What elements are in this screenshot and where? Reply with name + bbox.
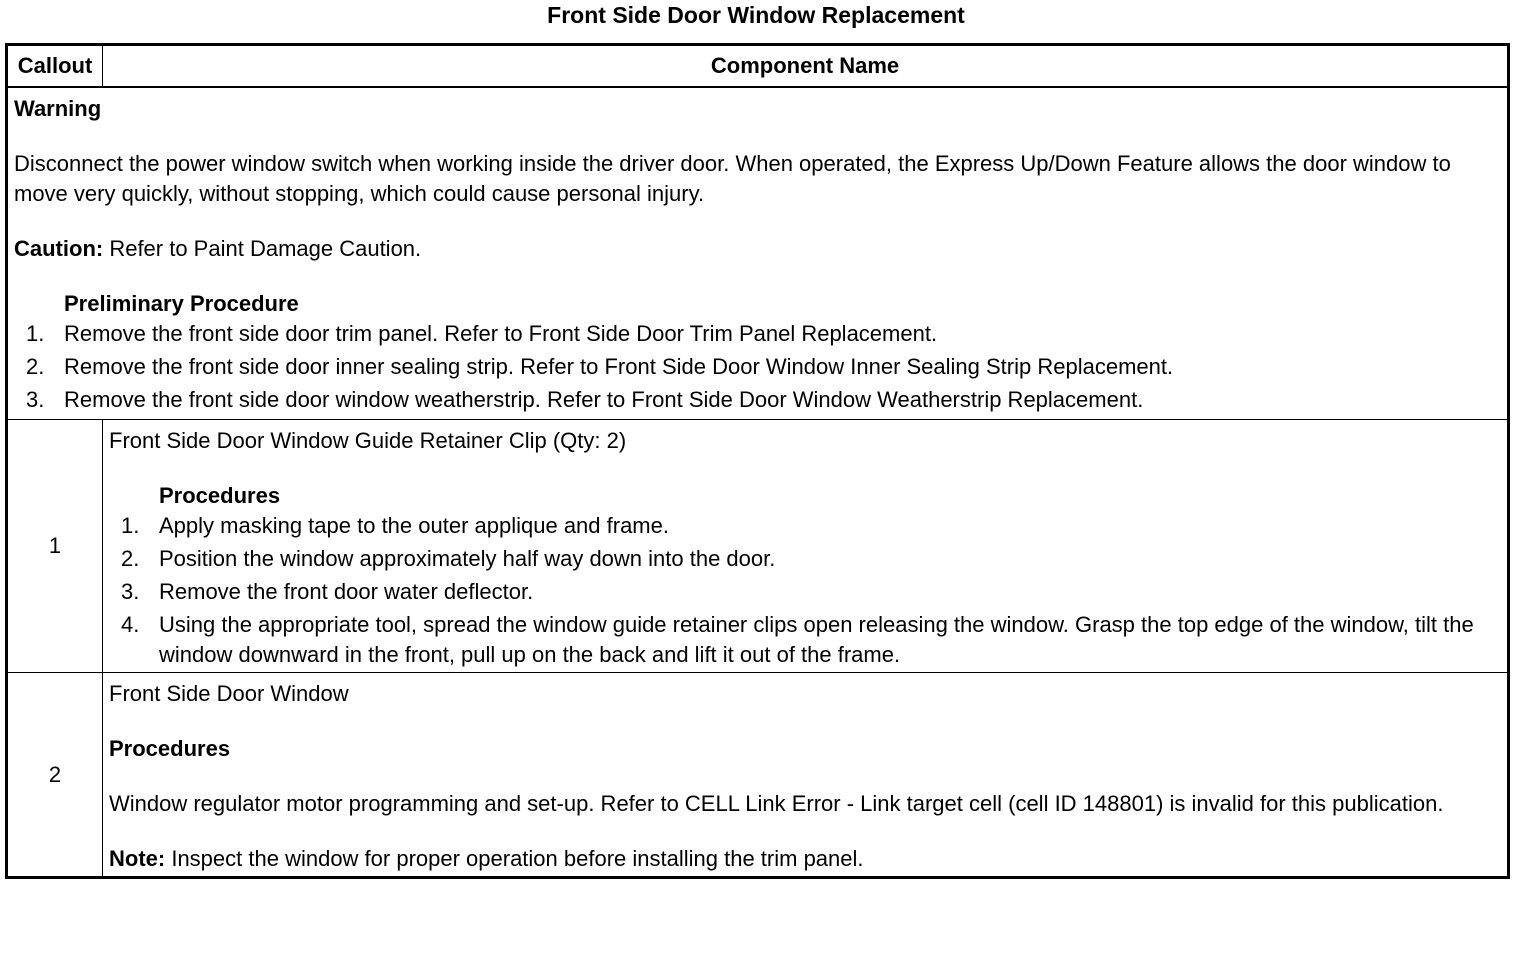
- step-number: 4.: [121, 612, 140, 637]
- procedure-table: [5, 43, 1510, 879]
- list-item: [109, 511, 1507, 541]
- preliminary-procedure-heading: Preliminary Procedure: [64, 291, 299, 316]
- step-text: Position the window approximately half way down into the door.: [159, 546, 776, 571]
- page-title: Front Side Door Window Replacement: [547, 2, 965, 28]
- step-number: 2.: [26, 354, 45, 379]
- step-text: Remove the front side door window weatherstrip. Refer to Front Side Door Window Weatherstrip Replacement.: [64, 387, 1144, 412]
- list-item: [109, 610, 1507, 670]
- preliminary-steps: [14, 319, 1507, 415]
- list-item: [14, 352, 1507, 382]
- procedures-heading: Procedures: [109, 736, 231, 761]
- note-text: Inspect the window for proper operation before installing the trim panel.: [165, 846, 864, 871]
- procedures-heading: Procedures: [159, 483, 281, 508]
- procedure-text: Window regulator motor programming and set-up. Refer to CELL Link Error - Link target cell (cell ID 148801) is invalid for this publication.: [109, 791, 1444, 816]
- list-item: [109, 544, 1507, 574]
- callout-cell: 1: [7, 420, 103, 673]
- procedure-steps: [109, 511, 1507, 670]
- caution-line: [14, 234, 1507, 264]
- warning-text: Disconnect the power window switch when working inside the driver door. When operated, the Express Up/Down Feature allows the door window to move very quickly, without stopping, which could cause personal injury.: [14, 151, 1451, 206]
- preliminary-row: [7, 87, 1509, 420]
- step-number: 1.: [26, 321, 45, 346]
- note-line: [109, 844, 1507, 874]
- component-name: Front Side Door Window Guide Retainer Clip (Qty: 2): [109, 428, 627, 453]
- step-number: 2.: [121, 546, 140, 571]
- step-number: 3.: [121, 579, 140, 604]
- list-item: [14, 319, 1507, 349]
- step-text: Remove the front side door trim panel. Refer to Front Side Door Trim Panel Replacement.: [64, 321, 938, 346]
- step-text: Remove the front door water deflector.: [159, 579, 534, 604]
- step-text: Using the appropriate tool, spread the window guide retainer clips open releasing the window. Grasp the top edge of the window, tilt the window downward in the front, pull up on the back and lift it out of the frame.: [159, 612, 1474, 667]
- header-callout: Callout: [7, 45, 103, 88]
- table-row: [7, 673, 1509, 878]
- caution-label: Caution:: [14, 236, 104, 261]
- caution-text: Refer to Paint Damage Caution.: [103, 236, 422, 261]
- list-item: [109, 577, 1507, 607]
- list-item: [14, 385, 1507, 415]
- table-row: [7, 420, 1509, 673]
- component-cell: [103, 420, 1509, 673]
- warning-label: Warning: [14, 96, 102, 121]
- preliminary-cell: [7, 87, 1509, 420]
- step-text: Apply masking tape to the outer applique and frame.: [159, 513, 669, 538]
- step-number: 3.: [26, 387, 45, 412]
- step-text: Remove the front side door inner sealing strip. Refer to Front Side Door Window Inner Sealing Strip Replacement.: [64, 354, 1174, 379]
- component-name: Front Side Door Window: [109, 681, 349, 706]
- callout-cell: 2: [7, 673, 103, 878]
- component-cell: [103, 673, 1509, 878]
- header-component-name: Component Name: [103, 45, 1509, 88]
- step-number: 1.: [121, 513, 140, 538]
- note-label: Note:: [109, 846, 166, 871]
- table-header-row: [7, 45, 1509, 88]
